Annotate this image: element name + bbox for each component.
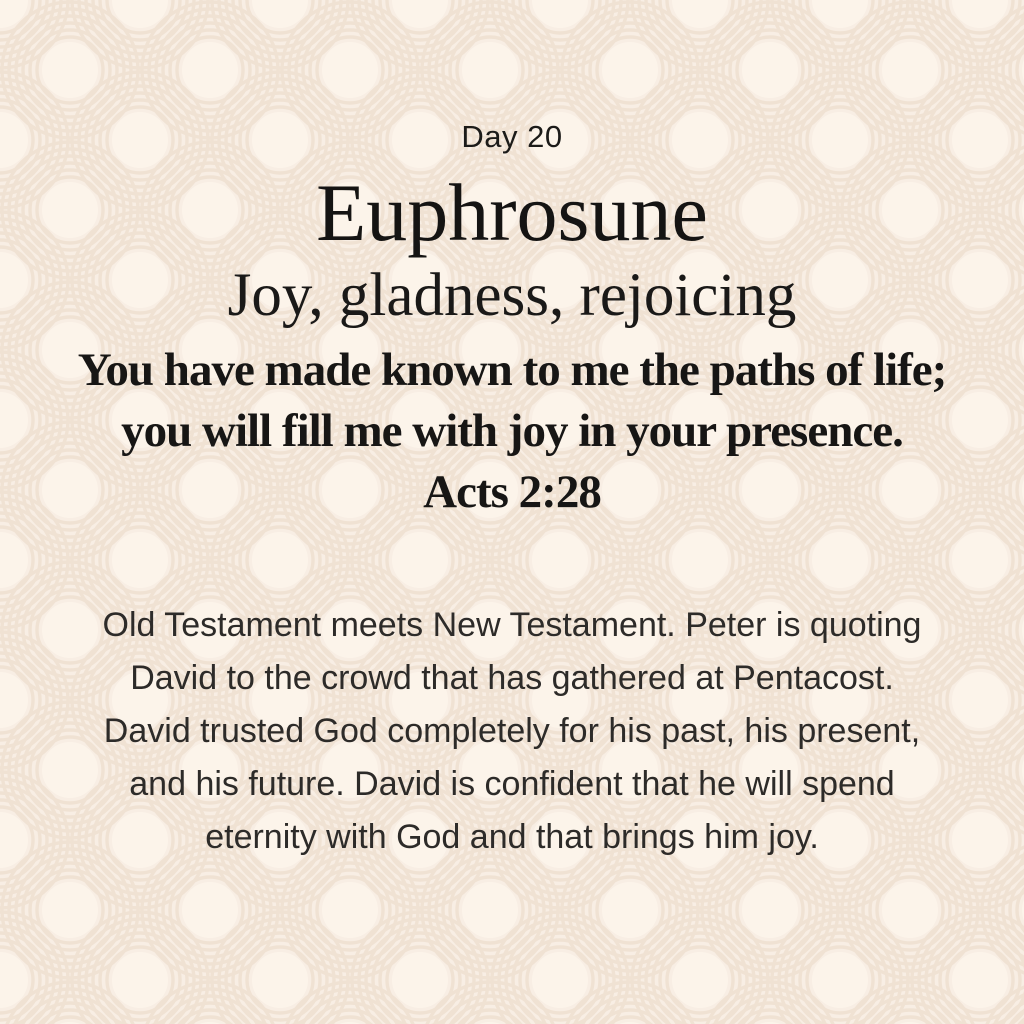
scripture-verse: You have made known to me the paths of life; you will fill me with joy in your presence. Acts 2:28 <box>77 344 947 518</box>
page-title: Euphrosune <box>316 167 708 258</box>
devotional-paragraph: Old Testament meets New Testament. Peter is quoting David to the crowd that has gathered at Pentacost. David trusted God completely for his past, his present, and his future. David is confident that he will spend eternity with God and that brings him joy. <box>102 606 922 856</box>
day-label: Day 20 <box>461 119 563 154</box>
word-meaning-subtitle: Joy, gladness, rejoicing <box>227 262 797 329</box>
